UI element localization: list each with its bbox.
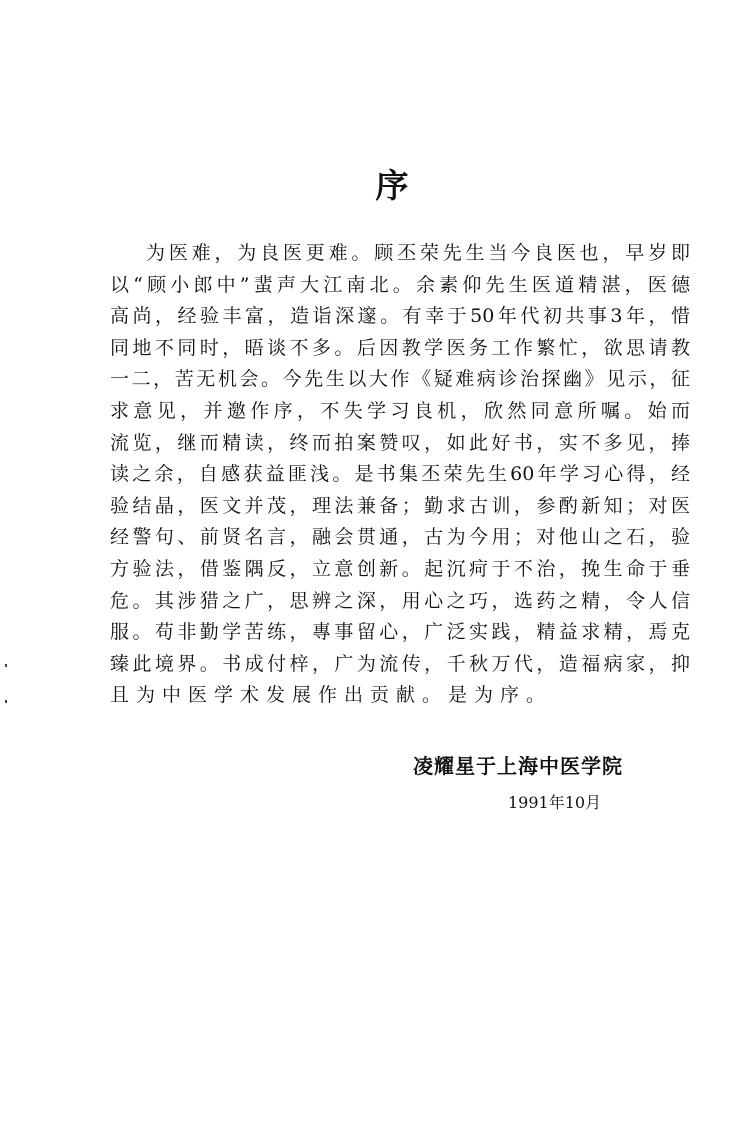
text-line: 且为中医学术发展作出贡献。是为序。 <box>110 684 553 707</box>
preface-body <box>110 238 690 712</box>
text-line: 读之余，自感获益匪浅。是书集丕荣先生60年学习心得，经 <box>110 463 690 486</box>
text-line: 危。其涉猎之广，思辨之深，用心之巧，选药之精，令人信 <box>110 589 690 612</box>
text-line: 以“顾小郎中”蜚声大江南北。余素仰先生医道精湛，医德 <box>110 273 690 296</box>
text-line: 高尚，经验丰富，造诣深邃。有幸于50年代初共事3年，惜 <box>110 305 690 328</box>
scan-mark <box>5 700 7 703</box>
text-line: 臻此境界。书成付梓，广为流传，千秋万代，造福病家，抑 <box>110 652 690 675</box>
date: 1991年10月 <box>508 793 602 812</box>
text-line: 同地不同时，晤谈不多。后因教学医务工作繁忙，欲思请教 <box>110 336 690 359</box>
text-line: 求意见，并邀作序，不失学习良机，欣然同意所嘱。始而 <box>110 399 690 422</box>
text-line: 方验法，借鉴隅反，立意创新。起沉疴于不治，挽生命于垂 <box>110 557 690 580</box>
text-line: 为医难，为良医更难。顾丕荣先生当今良医也，早岁即 <box>146 242 690 264</box>
text-line: 一二，苦无机会。今先生以大作《疑难病诊治探幽》见示，征 <box>110 368 690 391</box>
text-line: 经警句、前贤名言，融会贯通，古为今用；对他山之石，验 <box>110 526 690 549</box>
preface-title: 序 <box>375 166 409 205</box>
text-line: 验结晶，医文并茂，理法兼备；勤求古训，参酌新知；对医 <box>110 494 690 517</box>
text-line: 流览，继而精读，终而拍案赞叹，如此好书，实不多见，捧 <box>110 431 690 454</box>
text-line: 服。苟非勤学苦练，專事留心，广泛实践，精益求精，焉克 <box>110 621 690 644</box>
signature: 凌耀星于上海中医学院 <box>413 754 623 778</box>
scan-mark <box>5 664 7 667</box>
